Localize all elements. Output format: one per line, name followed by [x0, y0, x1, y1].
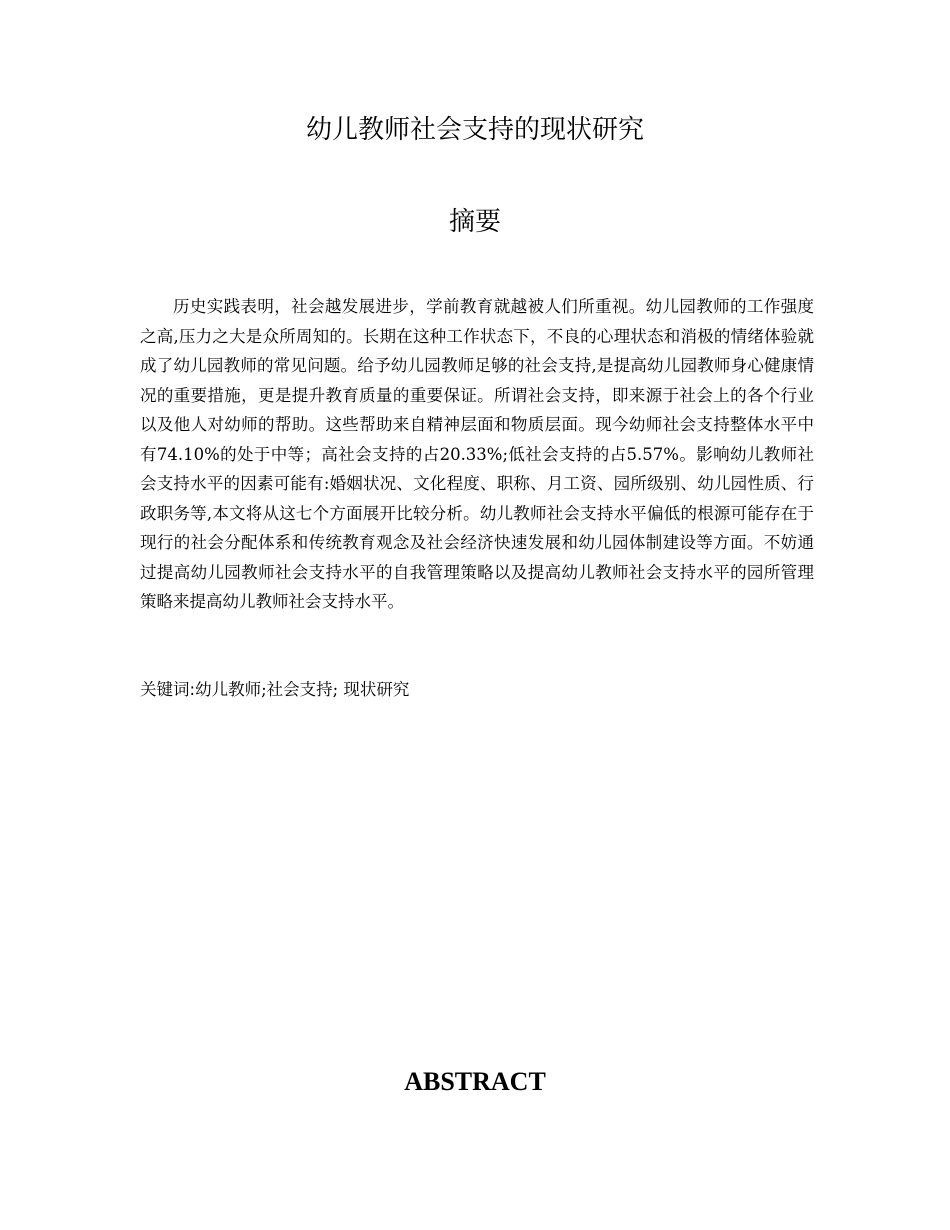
- keywords-label: 关键词:: [140, 680, 196, 699]
- keywords-value: 幼儿教师;社会支持; 现状研究: [195, 680, 410, 699]
- abstract-body: 历史实践表明，社会越发展进步，学前教育就越被人们所重视。幼儿园教师的工作强度之高,压力之大是众所周知的。长期在这种工作状态下，不良的心理状态和消极的情绪体验就成了幼儿园教师的常见问题。给予幼儿园教师足够的社会支持,是提高幼儿园教师身心健康情况的重要措施，更是提升教育质量的重要保证。所谓社会支持，即来源于社会上的各个行业以及他人对幼师的帮助。这些帮助来自精神层面和物质层面。现今幼师社会支持整体水平中有74.10%的处于中等；高社会支持的占20.33%;低社会支持的占5.57%。影响幼儿教师社会支持水平的因素可能有:婚姻状况、文化程度、职称、月工资、园所级别、幼儿园性质、行政职务等,本文将从这七个方面展开比较分析。幼儿教师社会支持水平偏低的根源可能存在于现行的社会分配体系和传统教育观念及社会经济快速发展和幼儿园体制建设等方面。不妨通过提高幼儿园教师社会支持水平的自我管理策略以及提高幼儿教师社会支持水平的园所管理策略来提高幼儿教师社会支持水平。: [140, 297, 814, 611]
- english-abstract-heading: ABSTRACT: [404, 1067, 546, 1096]
- abstract-heading: 摘要: [448, 207, 501, 237]
- document-title: 幼儿教师社会支持的现状研究: [305, 115, 644, 145]
- keywords-line: [140, 675, 814, 704]
